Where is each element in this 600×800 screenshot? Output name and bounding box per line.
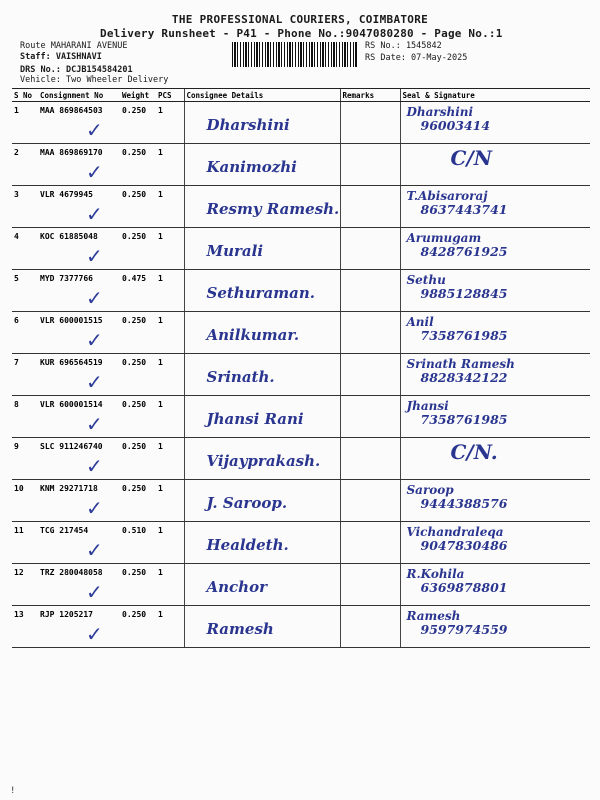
table-row [12,480,590,522]
signature-phone: 9597974559 [420,622,508,637]
sno-cell: 2 [12,144,38,186]
pcs-cell: 1 [156,102,184,144]
remarks-cell [340,480,400,522]
check-mark-icon: ✓ [86,160,103,184]
remarks-cell [340,354,400,396]
sno-cell: 1 [12,102,38,144]
staff-label: Staff: VAISHNAVI [20,52,102,62]
runsheet-table [12,88,590,648]
check-mark-icon: ✓ [86,412,103,436]
remarks-cell [340,144,400,186]
remarks-cell [340,396,400,438]
consignee-name: J. Saroop. [206,494,288,512]
signature [407,232,508,258]
signature-name: Vichandraleqa [406,525,504,539]
signature [407,106,491,132]
consignment-number: SLC 911246740 [40,442,103,451]
signature-phone: 7358761985 [420,412,508,427]
signature [450,146,493,170]
consignment-number: RJP 1205217 [40,610,93,619]
signature-name: R.Kohila [406,567,465,581]
signature-phone: 8828342122 [420,370,508,385]
check-mark-icon: ✓ [86,622,103,646]
remarks-cell [340,606,400,648]
consignee-name: Srinath. [206,368,275,386]
signature [450,440,498,464]
signature-phone: 9885128845 [420,286,508,301]
sno-cell: 5 [12,270,38,312]
sno-cell: 11 [12,522,38,564]
pcs-cell: 1 [156,606,184,648]
col-pcs: PCS [156,89,184,102]
pcs-cell: 1 [156,312,184,354]
signature-phone: 8428761925 [420,244,508,259]
weight-cell: 0.250 [120,396,156,438]
remarks-cell [340,312,400,354]
table-row [12,606,590,648]
consignee-name: Anilkumar. [206,326,300,344]
weight-cell: 0.250 [120,102,156,144]
consignee-name: Resmy Ramesh. [206,200,340,218]
signature [407,526,508,552]
remarks-cell [340,186,400,228]
weight-cell: 0.250 [120,480,156,522]
remarks-cell [340,564,400,606]
signature-name: Anil [406,315,434,329]
signature-phone: 6369878801 [420,580,508,595]
consignment-number: KUR 696564519 [40,358,103,367]
vehicle-label: Vehicle: Two Wheeler Delivery [20,75,169,85]
signature-name: Sethu [406,273,446,287]
remarks-cell [340,270,400,312]
check-mark-icon: ✓ [86,580,103,604]
signature-phone: 96003414 [420,118,491,133]
pcs-cell: 1 [156,144,184,186]
remarks-cell [340,522,400,564]
table-row [12,312,590,354]
table-row [12,522,590,564]
weight-cell: 0.250 [120,564,156,606]
signature-name: Ramesh [406,609,461,623]
remarks-cell [340,228,400,270]
sno-cell: 7 [12,354,38,396]
table-row [12,144,590,186]
signature [407,316,508,342]
table-row [12,186,590,228]
col-sno: S No [12,89,38,102]
signature-name: C/N. [450,440,498,464]
consignment-number: MAA 869864503 [40,106,103,115]
weight-cell: 0.250 [120,606,156,648]
table-row [12,354,590,396]
consignee-name: Kanimozhi [206,158,297,176]
pcs-cell: 1 [156,480,184,522]
consignee-name: Sethuraman. [206,284,315,302]
consignment-number: VLR 4679945 [40,190,93,199]
pcs-cell: 1 [156,438,184,480]
weight-cell: 0.250 [120,354,156,396]
table-row [12,102,590,144]
pcs-cell: 1 [156,522,184,564]
table-row [12,564,590,606]
check-mark-icon: ✓ [86,244,103,268]
sno-cell: 10 [12,480,38,522]
col-weight: Weight [120,89,156,102]
consignment-number: VLR 600001514 [40,400,103,409]
consignee-name: Healdeth. [206,536,289,554]
signature [407,358,515,384]
signature-name: Jhansi [406,399,449,413]
col-consignee: Consignee Details [184,89,340,102]
signature [407,274,508,300]
remarks-cell [340,102,400,144]
table-row [12,228,590,270]
table-row [12,438,590,480]
consignee-name: Jhansi Rani [206,410,304,428]
pcs-cell: 1 [156,396,184,438]
document-title: THE PROFESSIONAL COURIERS, COIMBATORE [171,13,429,26]
signature-name: T.Abisaroraj [406,189,488,203]
table-header-row [12,89,590,102]
consignee-name: Murali [206,242,264,260]
check-mark-icon: ✓ [86,496,103,520]
weight-cell: 0.250 [120,312,156,354]
weight-cell: 0.250 [120,144,156,186]
signature-name: Srinath Ramesh [406,357,515,371]
pcs-cell: 1 [156,186,184,228]
check-mark-icon: ✓ [86,454,103,478]
sno-cell: 4 [12,228,38,270]
signature-name: C/N [450,146,493,170]
consignment-number: KNM 29271718 [40,484,98,493]
consignment-number: MAA 869869170 [40,148,103,157]
remarks-cell [340,438,400,480]
sno-cell: 13 [12,606,38,648]
sno-cell: 8 [12,396,38,438]
signature-name: Saroop [406,483,454,497]
barcode [232,42,357,67]
weight-cell: 0.510 [120,522,156,564]
signature-phone: 8637443741 [420,202,508,217]
consignment-number: MYD 7377766 [40,274,93,283]
sno-cell: 12 [12,564,38,606]
consignee-name: Ramesh [206,620,274,638]
drs-number: DRS No.: DCJB154584201 [20,65,133,75]
consignment-number: VLR 600001515 [40,316,103,325]
signature-phone: 9444388576 [420,496,508,511]
consignment-number: KOC 61885048 [40,232,98,241]
check-mark-icon: ✓ [86,202,103,226]
signature [407,568,508,594]
signature-name: Dharshini [406,105,474,119]
consignment-number: TRZ 280048058 [40,568,103,577]
signature [407,190,508,216]
consignment-number: TCG 217454 [40,526,89,535]
pcs-cell: 1 [156,270,184,312]
pcs-cell: 1 [156,228,184,270]
check-mark-icon: ✓ [86,538,103,562]
consignee-name: Vijayprakash. [206,452,321,470]
sno-cell: 3 [12,186,38,228]
signature-name: Arumugam [406,231,482,245]
signature-phone: 9047830486 [420,538,508,553]
table-row [12,396,590,438]
col-consignment: Consignment No [38,89,120,102]
col-remarks: Remarks [340,89,400,102]
signature [407,610,508,636]
weight-cell: 0.475 [120,270,156,312]
signature [407,400,508,426]
signature-phone: 7358761985 [420,328,508,343]
rs-date: RS Date: 07-May-2025 [365,53,468,63]
document-subtitle: Delivery Runsheet - P41 - Phone No.:9047080280 - Page No.:1 [100,27,503,40]
rs-number: RS No.: 1545842 [365,41,442,51]
sno-cell: 6 [12,312,38,354]
sno-cell: 9 [12,438,38,480]
weight-cell: 0.250 [120,186,156,228]
check-mark-icon: ✓ [86,370,103,394]
pcs-cell: 1 [156,354,184,396]
check-mark-icon: ✓ [86,118,103,142]
check-mark-icon: ✓ [86,328,103,352]
signature [407,484,508,510]
col-seal: Seal & Signature [400,89,590,102]
weight-cell: 0.250 [120,438,156,480]
table-row [12,270,590,312]
pcs-cell: 1 [156,564,184,606]
consignee-name: Anchor [206,578,267,596]
weight-cell: 0.250 [120,228,156,270]
footer-mark: ! [10,786,16,796]
consignee-name: Dharshini [206,116,290,134]
route-label: Route MAHARANI AVENUE [20,41,128,51]
check-mark-icon: ✓ [86,286,103,310]
